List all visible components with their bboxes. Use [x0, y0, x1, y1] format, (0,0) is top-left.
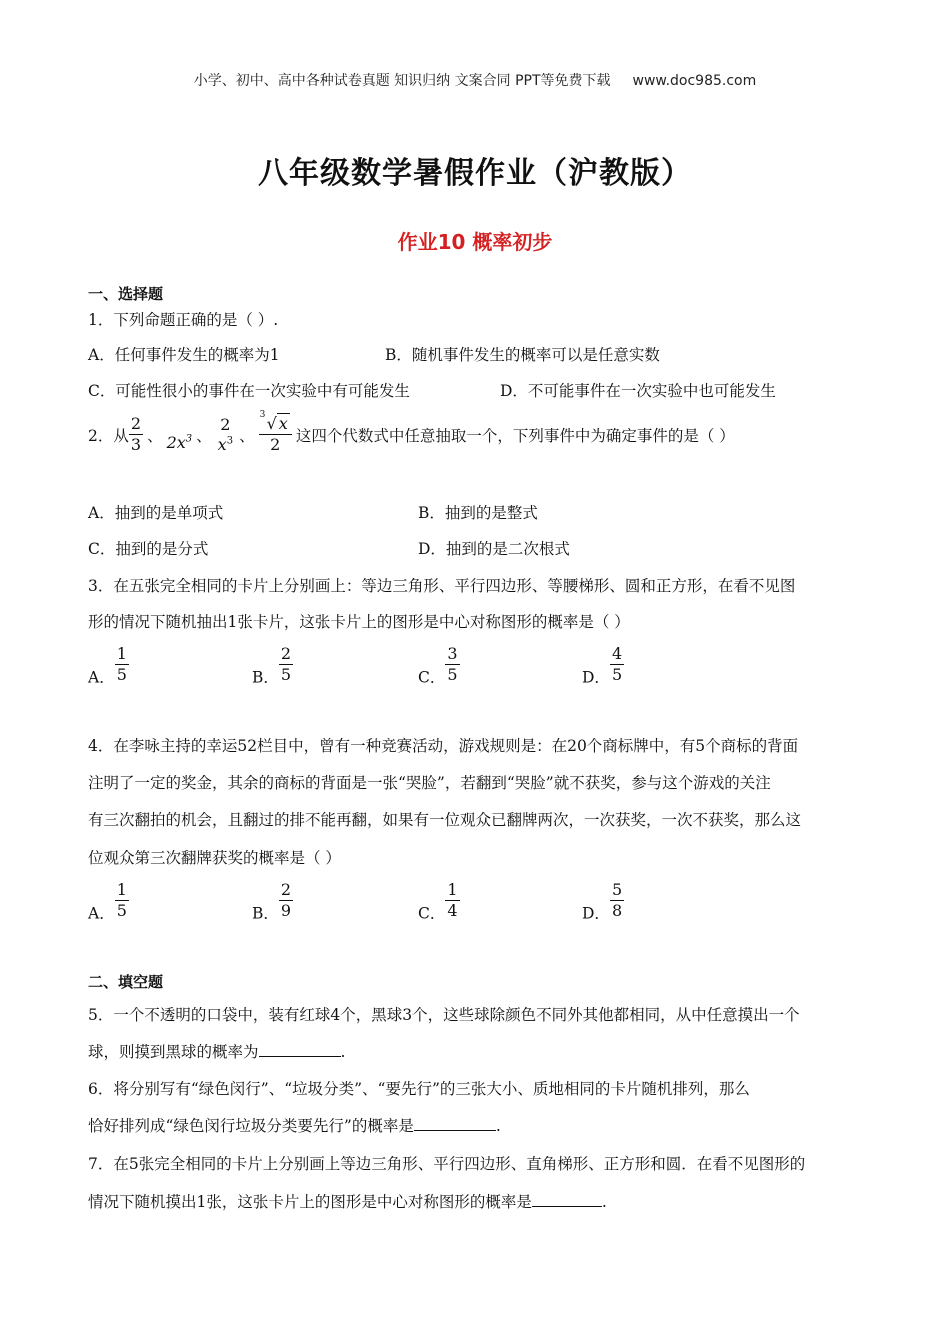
q5-answer-blank[interactable]: [259, 1042, 341, 1057]
q3-option-c: C． $\frac{3}{5}$: [418, 644, 458, 687]
q5-line-1: 5．一个不透明的口袋中，装有红球4个，黑球3个，这些球除颜色不同外其他都相同，从中任意摸出一个: [88, 1006, 800, 1024]
q1-option-a: A．任何事件发生的概率为1: [88, 346, 280, 364]
q2-expr-2: $2x^3$: [166, 433, 193, 452]
q4-option-c: C． $\frac{1}{4}$: [418, 880, 458, 923]
page-header: [0, 70, 950, 90]
q4-line-2: 注明了一定的奖金，其余的商标的背面是一张“哭脸”，若翻到“哭脸”就不获奖，参与这个游戏的关注: [88, 774, 771, 792]
q7-line-1: 7．在5张完全相同的卡片上分别画上等边三角形、平行四边形、直角梯形、正方形和圆．在看不见图形的: [88, 1155, 806, 1173]
q2-option-d: D．抽到的是二次根式: [418, 540, 570, 558]
page-subtitle: 作业10 概率初步: [397, 230, 553, 254]
q2-option-c: C．抽到的是分式: [88, 540, 209, 558]
q6-line-1: 6．将分别写有“绿色闵行”、“垃圾分类”、“要先行”的三张大小、质地相同的卡片随机排列，那么: [88, 1080, 750, 1098]
section-choice-heading: 一、选择题: [88, 285, 164, 303]
q2-option-a: A．抽到的是单项式: [88, 504, 224, 522]
q2-stem: 2．从 $\frac{2}{3}$ 、 $2x^3$ 、 2 $x^3$ 、 3 √ x 2 这四个代数式中任意抽取一个，下列事件中为确定事件的是（ ）: [88, 410, 735, 454]
q6-answer-blank[interactable]: [414, 1116, 496, 1131]
section-fill-heading: 二、填空题: [88, 973, 164, 991]
q2-expr-3: 2 $x^3$: [217, 414, 234, 454]
q2-expr-4: 3 √ x 2: [259, 414, 292, 455]
q3-line-2: 形的情况下随机抽出1张卡片，这张卡片上的图形是中心对称图形的概率是（ ）: [88, 613, 630, 631]
q7-answer-blank[interactable]: [532, 1192, 602, 1207]
q3-option-a: A． $\frac{1}{5}$: [88, 644, 127, 687]
q3-line-1: 3．在五张完全相同的卡片上分别画上：等边三角形、平行四边形、等腰梯形、圆和正方形，在看不见图: [88, 577, 796, 595]
q1-option-d: D．不可能事件在一次实验中也可能发生: [500, 382, 776, 400]
q5-line-2: 球，则摸到黑球的概率为 .: [88, 1043, 346, 1061]
q4-option-b: B． $\frac{2}{9}$: [252, 880, 292, 923]
q3-option-b: B． $\frac{2}{5}$: [252, 644, 292, 687]
q1-stem: 1．下列命题正确的是（ ）.: [88, 311, 279, 329]
q2-expr-1: $\frac{2}{3}$: [130, 414, 142, 454]
q4-option-d: D． $\frac{5}{8}$: [582, 880, 623, 923]
q2-prefix: 2．从: [88, 426, 129, 445]
q4-option-a: A． $\frac{1}{5}$: [88, 880, 127, 923]
q1-option-b: B．随机事件发生的概率可以是任意实数: [385, 346, 660, 364]
q4-line-1: 4．在李咏主持的幸运52栏目中，曾有一种竞赛活动，游戏规则是：在20个商标牌中，有5个商标的背面: [88, 737, 799, 755]
q1-option-c: C．可能性很小的事件在一次实验中有可能发生: [88, 382, 410, 400]
q3-option-d: D． $\frac{4}{5}$: [582, 644, 623, 687]
header-url[interactable]: www.doc985.com: [632, 73, 757, 89]
page-title: 八年级数学暑假作业（沪教版）: [258, 156, 692, 191]
q2-suffix: 这四个代数式中任意抽取一个，下列事件中为确定事件的是（ ）: [295, 426, 735, 445]
q4-line-4: 位观众第三次翻牌获奖的概率是（ ）: [88, 849, 341, 867]
q7-line-2: 情况下随机摸出1张，这张卡片上的图形是中心对称图形的概率是 .: [88, 1193, 607, 1211]
header-text: 小学、初中、高中各种试卷真题 知识归纳 文案合同 PPT等免费下载: [193, 73, 611, 89]
q2-option-b: B．抽到的是整式: [418, 504, 538, 522]
q6-line-2: 恰好排列成“绿色闵行垃圾分类要先行”的概率是 .: [88, 1117, 501, 1135]
q4-line-3: 有三次翻拍的机会，且翻过的排不能再翻，如果有一位观众已翻牌两次，一次获奖，一次不获奖，那么这: [88, 811, 802, 829]
